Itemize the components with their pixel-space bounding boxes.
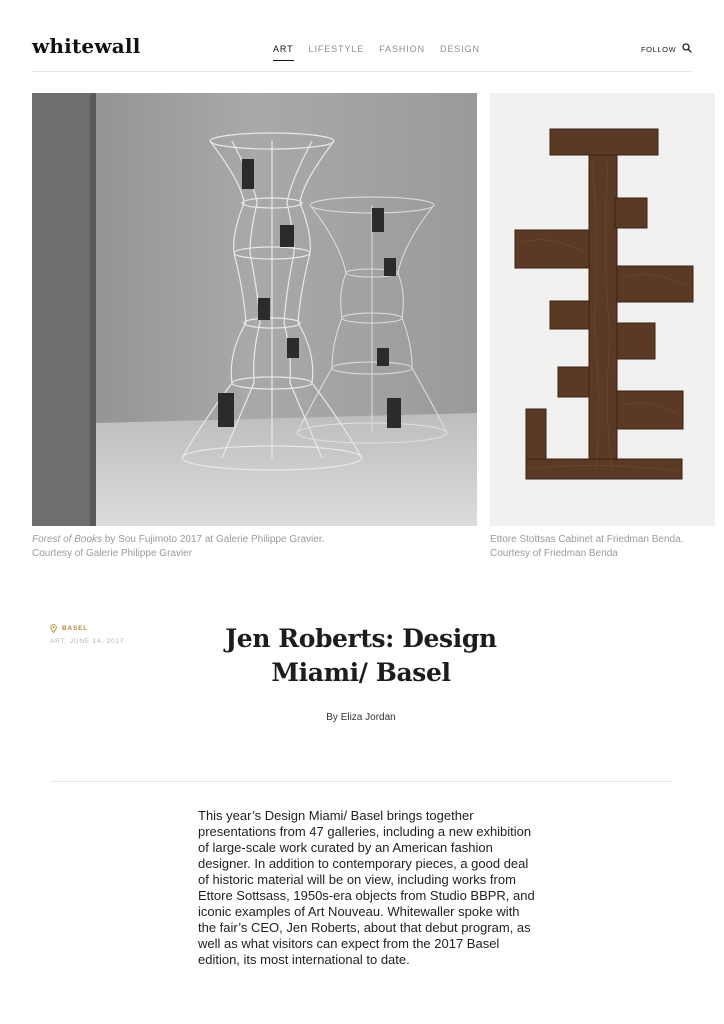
left-image-caption xyxy=(32,533,472,561)
article-meta: ART, JUNE 14, 2017 xyxy=(50,638,125,645)
tag-label[interactable]: BASEL xyxy=(62,625,89,632)
right-image-caption xyxy=(490,533,715,561)
forest-of-books-image xyxy=(32,93,477,526)
caption-right-text: Ettore Stottsas Cabinet at Friedman Benda. xyxy=(490,534,684,545)
caption-left-credit: Courtesy of Galerie Philippe Gravier xyxy=(32,548,193,559)
main-nav xyxy=(273,44,495,61)
header-divider xyxy=(32,71,692,72)
site-logo[interactable]: whitewall xyxy=(32,34,141,58)
nav-item-art[interactable]: ART xyxy=(273,44,294,61)
follow-link[interactable]: FOLLOW xyxy=(641,45,677,54)
nav-item-lifestyle[interactable]: LIFESTYLE xyxy=(308,44,365,54)
caption-right-credit: Courtesy of Friedman Benda xyxy=(490,548,618,559)
location-tag[interactable] xyxy=(50,624,88,633)
search-icon[interactable] xyxy=(682,43,692,53)
map-pin-icon xyxy=(50,624,57,633)
article-byline[interactable]: By Eliza Jordan xyxy=(326,712,396,723)
nav-item-fashion[interactable]: FASHION xyxy=(379,44,425,54)
caption-left-text: by Sou Fujimoto 2017 at Galerie Philippe Gravier. xyxy=(102,534,325,545)
content-divider xyxy=(50,781,672,782)
sottsass-cabinet-image xyxy=(490,93,715,526)
article-body: This year’s Design Miami/ Basel brings together presentations from 47 galleries, including a new exhibition of large-scale work curated by an American fashion designer. In addition to contemporary pieces, a good deal of historic material will be on view, including works from Ettore Sottsass, 1950s-era objects from Studio BBPR, and iconic examples of Art Nouveau. Whitewaller spoke with the fair’s CEO, Jen Roberts, about that debut program, as well as what visitors can expect from the 2017 Basel edition, its most international to date. xyxy=(198,808,535,967)
nav-item-design[interactable]: DESIGN xyxy=(439,44,480,54)
article-title: Jen Roberts: Design Miami/ Basel xyxy=(225,624,497,687)
caption-artwork-title: Forest of Books xyxy=(32,534,103,545)
